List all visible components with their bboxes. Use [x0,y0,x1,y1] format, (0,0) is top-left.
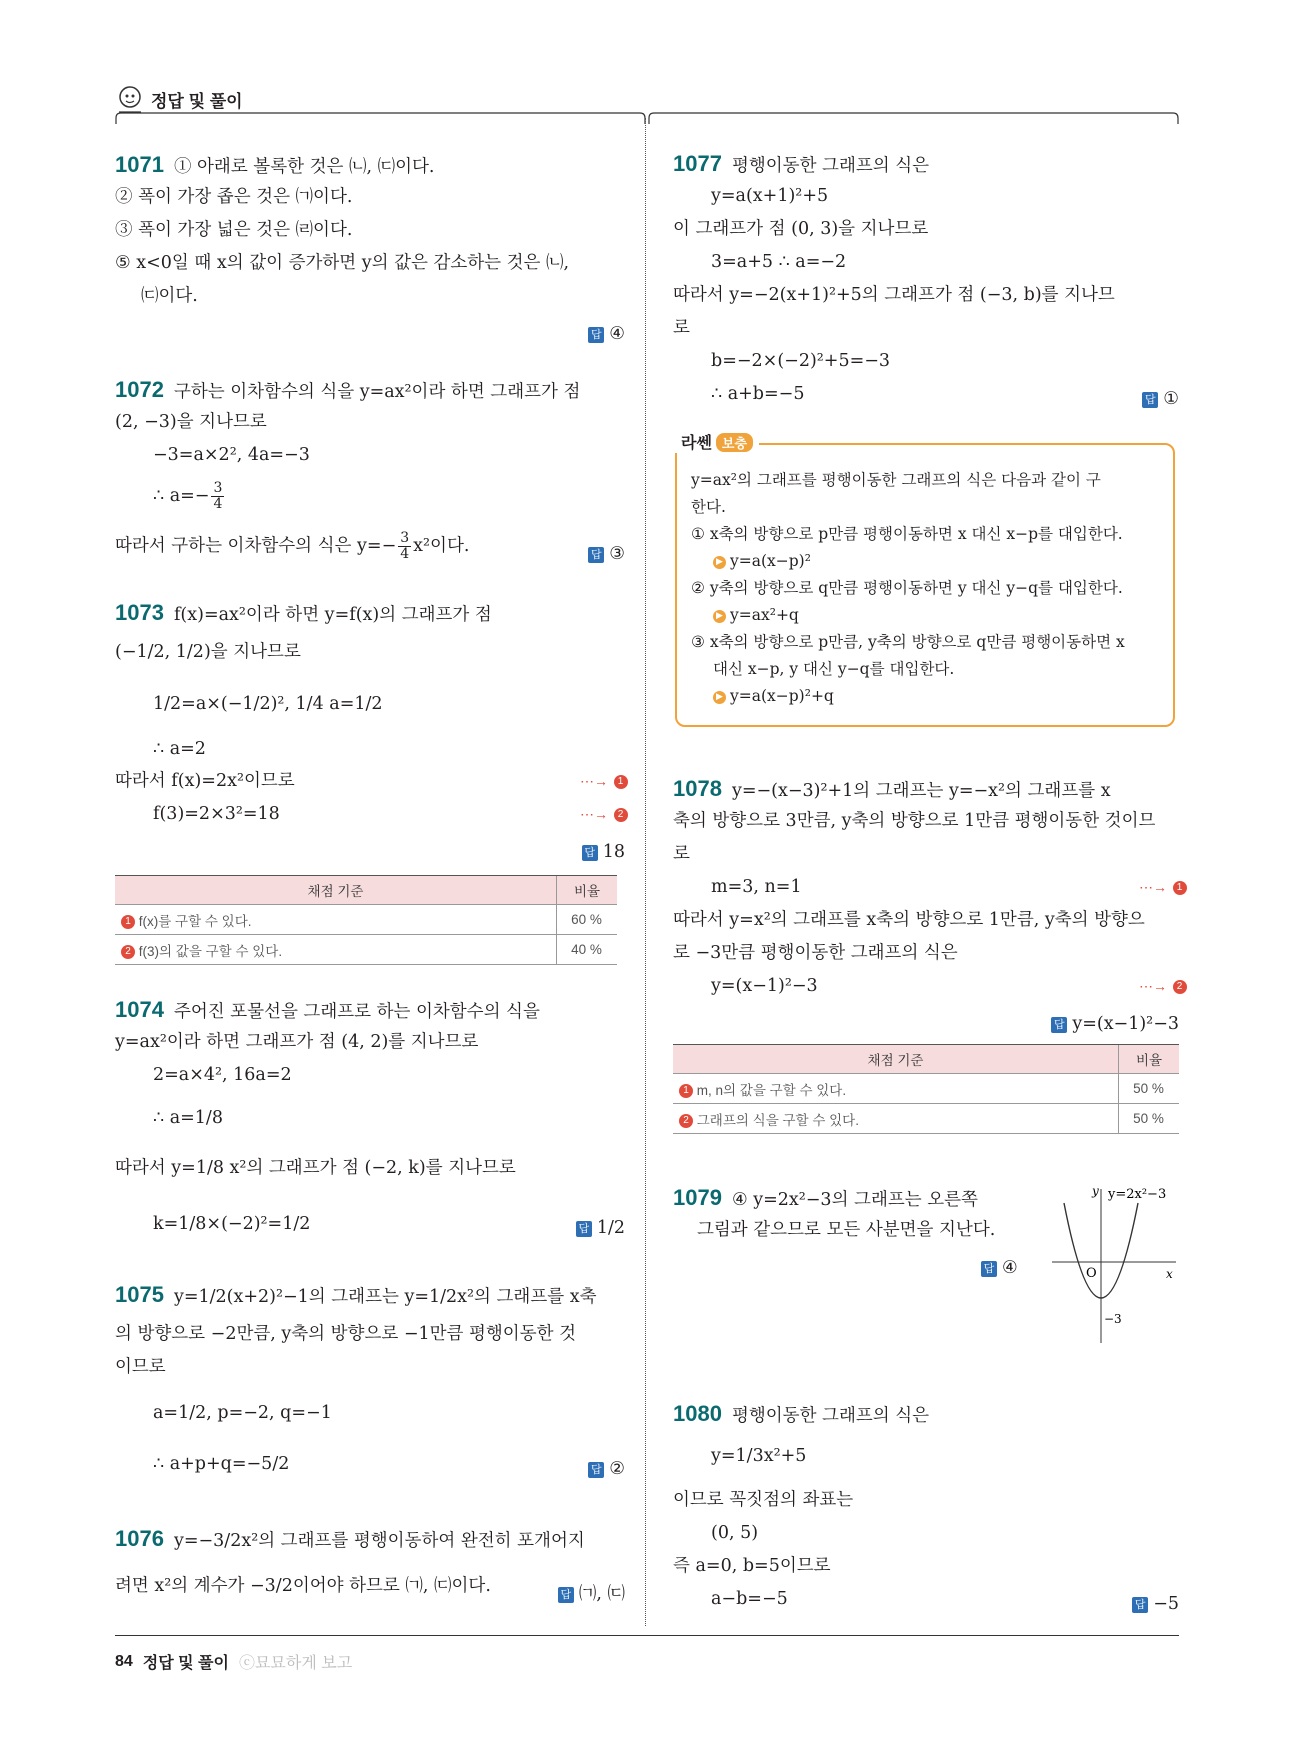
answer-mark-icon: 답 [1051,1017,1067,1033]
criterion: f(x)를 구할 수 있다. [138,913,252,929]
page-footer [115,1650,352,1673]
ratio: 50 % [1119,1074,1180,1104]
arrow-right-icon: ▶ [713,556,726,569]
answer-mark-icon: 답 [558,1587,574,1603]
left-column-lower [115,0,625,1630]
equation: ∴ a+b=−5 [711,384,805,404]
parabola-graph [1048,1183,1180,1348]
text: ⑤ x<0일 때 x의 값이 증가하면 y의 값은 감소하는 것은 ㈁, [115,253,570,273]
column-divider [645,118,646,1626]
footer-rule [115,1635,1179,1636]
answer-value: 18 [602,842,625,862]
equation: a=1/2, p=−2, q=−1 [153,1403,332,1423]
text: ④ y=2x²−3의 그래프는 오른쪽 [731,1190,978,1210]
page-title: 정답 및 풀이 [151,91,243,111]
problem-number: 1075 [115,1282,164,1307]
answer-value: −5 [1153,1594,1179,1614]
answer-value: ④ [609,324,625,344]
right-column-bottom [673,0,1179,1630]
text: 주어진 포물선을 그래프로 하는 이차함수의 식을 [173,1002,540,1022]
criterion: 그래프의 식을 구할 수 있다. [696,1112,859,1128]
table-header: 채점 기준 [673,1045,1119,1074]
arrow-right-icon: ⋯→ [580,806,608,822]
text: 로 [673,318,690,338]
text: 평행이동한 그래프의 식은 [731,156,930,176]
denominator: 4 [213,496,223,512]
text: (2, −3)을 지나므로 [115,412,267,432]
answer-1076 [558,1578,625,1611]
text: ③ x축의 방향으로 p만큼, y축의 방향으로 q만큼 평행이동하면 x [691,633,1125,651]
x-label: x [1166,1267,1173,1281]
answer-mark-icon: 답 [981,1261,997,1277]
y-intercept-label: −3 [1104,1312,1122,1326]
text: 이므로 [115,1357,166,1377]
answer-mark-icon: 답 [588,327,604,343]
problem-1080-line1 [673,1397,929,1433]
answer-mark-icon: 답 [576,1221,592,1237]
ratio: 60 % [557,905,618,935]
text: 로 −3만큼 평행이동한 그래프의 식은 [673,943,958,963]
text: y=ax²이라 하면 그래프가 점 (4, 2)를 지나므로 [115,1032,479,1052]
ratio: 40 % [557,935,618,965]
text: y=−(x−3)²+1의 그래프는 y=−x²의 그래프를 x [731,781,1111,801]
table-header: 비율 [557,876,618,905]
equation: k=1/8×(−2)²=1/2 [153,1214,311,1234]
text: 따라서 y=−2(x+1)²+5의 그래프가 점 (−3, b)를 지나므 [673,285,1115,305]
text: 구하는 이차함수의 식을 y=ax²이라 하면 그래프가 점 [173,382,581,402]
badge: 보충 [716,433,753,452]
equation: −3=a×2², 4a=−3 [153,445,310,465]
arrow-right-icon: ⋯→ [580,773,608,789]
answer-1074 [576,1212,625,1245]
step-number-icon: 2 [121,945,135,959]
equation: m=3, n=1 [711,877,802,897]
text: 축의 방향으로 3만큼, y축의 방향으로 1만큼 평행이동한 것이므 [673,811,1156,831]
watermark: ⓒ묘묘하게 보고 [238,1655,353,1672]
criterion: f(3)의 값을 구할 수 있다. [138,943,283,959]
criterion: m, n의 값을 구할 수 있다. [696,1082,847,1098]
step-number-icon: 1 [679,1084,693,1098]
text: y=1/2(x+2)²−1의 그래프는 y=1/2x²의 그래프를 x축 [173,1287,597,1307]
problem-number: 1080 [673,1401,722,1426]
text: 따라서 구하는 이차함수의 식은 y=− [115,536,397,556]
text: ② y축의 방향으로 q만큼 평행이동하면 y 대신 y−q를 대입한다. [691,579,1123,597]
text: ③ 폭이 가장 넓은 것은 ㈃이다. [115,220,353,240]
arrow-right-icon: ⋯→ [1139,879,1167,895]
text: ② 폭이 가장 좁은 것은 ㈀이다. [115,187,353,207]
equation: f(3)=2×3²=18 [153,804,280,824]
step-number-icon: 2 [1173,980,1187,994]
step-number-icon: 1 [614,775,628,789]
ratio: 50 % [1119,1104,1180,1134]
problem-number: 1079 [673,1185,722,1210]
answer-1080 [1132,1588,1179,1621]
text: ㈂이다. [141,286,198,306]
text: 따라서 y=1/8 x²의 그래프가 점 (−2, k)를 지나므로 [115,1158,516,1178]
numerator: 3 [400,530,410,546]
text: x²이다. [413,536,470,556]
problem-number: 1078 [673,776,722,801]
table-header: 채점 기준 [115,876,557,905]
equation: y=ax²+q [730,606,799,624]
step-number-icon: 1 [1173,881,1187,895]
answer-1075 [588,1453,625,1486]
equation: a−b=−5 [711,1589,788,1609]
text: 한다. [691,498,726,516]
problem-number: 1072 [115,377,164,402]
text: 이므로 꼭짓점의 좌표는 [673,1490,854,1510]
text: 이 그래프가 점 (0, 3)을 지나므로 [673,219,929,239]
footer-title: 정답 및 풀이 [142,1655,229,1672]
equation: y=a(x−p)²+q [730,687,834,705]
equation: ∴ a+p+q=−5/2 [153,1454,290,1474]
arrow-right-icon: ▶ [713,610,726,623]
equation: 2=a×4², 16a=2 [153,1065,292,1085]
equation: y=a(x+1)²+5 [711,186,829,206]
answer-value: ④ [1002,1258,1018,1278]
answer-value: 1/2 [596,1218,625,1238]
equation: y=(x−1)²−3 [711,976,818,996]
text: 즉 a=0, b=5이므로 [673,1556,831,1576]
text: 그림과 같으므로 모든 사분면을 지난다. [697,1220,996,1240]
step-number-icon: 2 [614,808,628,822]
answer-mark-icon: 답 [1132,1597,1148,1613]
answer-mark-icon: 답 [588,547,604,563]
text: ① 아래로 볼록한 것은 ㈁, ㈂이다. [173,157,435,177]
page-number: 84 [115,1652,133,1670]
text: 려면 x²의 계수가 −3/2이어야 하므로 ㈀, ㈂이다. [115,1576,491,1596]
equation: b=−2×(−2)²+5=−3 [711,351,891,371]
problem-number: 1074 [115,997,164,1022]
answer-value: y=(x−1)²−3 [1072,1014,1179,1034]
equation: ∴ a=2 [153,739,206,759]
equation: ∴ a=1/8 [153,1108,223,1128]
arrow-right-icon: ▶ [713,691,726,704]
problem-1079-line1 [673,1181,978,1217]
origin-label: O [1086,1266,1097,1281]
problem-number: 1071 [115,152,164,177]
text: 대신 x−p, y 대신 y−q를 대입한다. [713,660,955,678]
equation: 3=a+5 ∴ a=−2 [711,252,847,272]
problem-number: 1073 [115,600,164,625]
y-label: y [1092,1184,1099,1198]
denominator: 4 [400,546,410,562]
equation: (0, 5) [711,1523,759,1543]
answer-value: ① [1163,389,1179,409]
equation: 1/2=a×(−1/2)², 1/4 a=1/2 [153,694,383,714]
text: 따라서 f(x)=2x²이므로 [115,771,295,791]
problem-1076-line1 [115,1522,585,1558]
answer-value: ㈀, ㈂ [578,1584,625,1604]
answer-1079 [981,1252,1018,1285]
text: 의 방향으로 −2만큼, y축의 방향으로 −1만큼 평행이동한 것 [115,1324,576,1344]
numerator: 3 [213,480,223,496]
problem-1075-line1 [115,1278,596,1314]
text: y=ax²의 그래프를 평행이동한 그래프의 식은 다음과 같이 구 [691,471,1101,489]
answer-mark-icon: 답 [1142,392,1158,408]
answer-mark-icon: 답 [582,845,598,861]
answer-value: ③ [609,544,625,564]
problem-number: 1077 [673,151,722,176]
step-number-icon: 2 [679,1114,693,1128]
text: f(x)=ax²이라 하면 y=f(x)의 그래프가 점 [173,605,492,625]
text: (−1/2, 1/2)을 지나므로 [115,642,301,662]
problem-number: 1076 [115,1526,164,1551]
text: y=−3/2x²의 그래프를 평행이동하여 완전히 포개어지 [173,1531,585,1551]
answer-value: ② [609,1459,625,1479]
function-label: y=2x²−3 [1108,1187,1167,1202]
answer-mark-icon: 답 [588,1462,604,1478]
equation: y=1/3x²+5 [711,1446,807,1466]
text: ① x축의 방향으로 p만큼 평행이동하면 x 대신 x−p를 대입한다. [691,525,1123,543]
text: 평행이동한 그래프의 식은 [731,1406,930,1426]
text: ∴ a=− [153,486,210,506]
text: 라쎈 [681,435,712,452]
text: 로 [673,844,690,864]
step-number-icon: 1 [121,915,135,929]
text: 따라서 y=x²의 그래프를 x축의 방향으로 1만큼, y축의 방향으 [673,910,1145,930]
problem-1074-line1 [115,993,540,1029]
arrow-right-icon: ⋯→ [1139,978,1167,994]
table-header: 비율 [1119,1045,1180,1074]
equation: y=a(x−p)² [730,552,811,570]
